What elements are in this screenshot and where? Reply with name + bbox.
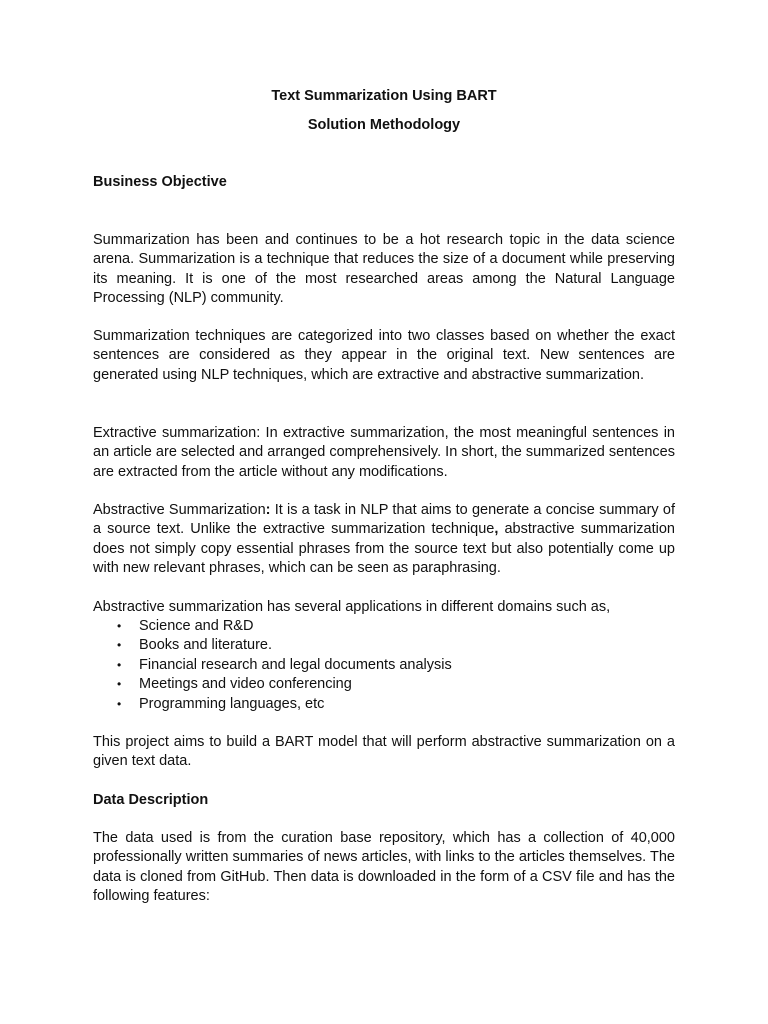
paragraph-project-aim: This project aims to build a BART model that will perform abstractive summarization on a given text data. — [93, 734, 675, 770]
applications-list — [93, 617, 675, 714]
abstractive-text-part2: abstractive summarization does not simply copy essential phrases from the source text but also potentially come up with new relevant phrases, which can be seen as paraphrasing. — [93, 521, 675, 577]
paragraph-abstractive — [93, 501, 675, 579]
list-item: • Programming languages, etc — [93, 695, 675, 714]
paragraph-summarization-classes: Summarization techniques are categorized into two classes based on whether the exact sentences are considered as they appear in the original text. New sentences are generated using NLP techniques, which are extractive and abstractive summarization. — [93, 328, 675, 383]
document-title: Text Summarization Using BART — [271, 88, 497, 104]
paragraph-data-description: The data used is from the curation base repository, which has a collection of 40,000 professionally written summaries of news articles, with links to the articles themselves. The data is cloned from GitHub. Then data is downloaded in the form of a CSV file and has the following features: — [93, 830, 675, 905]
abstractive-colon: : — [265, 502, 271, 518]
list-item: • Books and literature. — [93, 636, 675, 655]
bullet-icon: • — [117, 657, 122, 672]
abstractive-label: Abstractive Summarization — [93, 502, 266, 518]
bullet-icon: • — [117, 696, 122, 711]
section-heading-business-objective: Business Objective — [93, 174, 227, 190]
bullet-icon: • — [117, 677, 122, 692]
bullet-icon: • — [117, 619, 122, 633]
list-item: • Science and R&D — [93, 617, 675, 636]
section-heading-data-description: Data Description — [93, 792, 209, 808]
document-subtitle: Solution Methodology — [307, 117, 461, 133]
list-item: • Meetings and video conferencing — [93, 675, 675, 694]
list-item: • Financial research and legal documents analysis — [93, 656, 675, 675]
paragraph-summarization-intro: Summarization has been and continues to be a hot research topic in the data science arena. Summarization is a technique that reduces the size of a document while preserving its meaning. It is one of the most researched areas among the Natural Language Processing (NLP) community. — [93, 232, 675, 307]
paragraph-extractive: Extractive summarization: In extractive summarization, the most meaningful sentences in an article are selected and arranged comprehensively. In short, the summarized sentences are extracted from the article without any modifications. — [93, 425, 675, 480]
abstractive-text-part1: It is a task in NLP that aims to generate a concise summary of a source text. Unlike the extractive summarization technique — [93, 502, 675, 538]
bullet-icon: • — [117, 638, 122, 653]
paragraph-applications-intro: Abstractive summarization has several applications in different domains such as, — [93, 599, 611, 615]
abstractive-comma: , — [494, 521, 499, 538]
